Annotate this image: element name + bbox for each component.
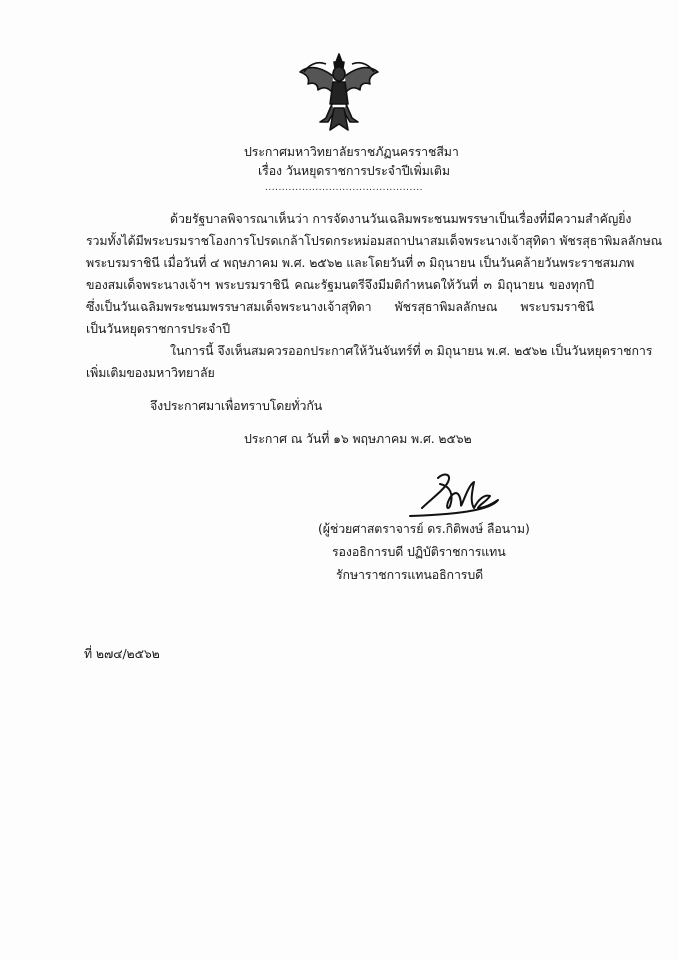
announcement-date: ประกาศ ณ วันที่ ๑๖ พฤษภาคม พ.ศ. ๒๕๖๒ [244, 431, 472, 446]
signer-name: (ผู้ช่วยศาสตราจารย์ ดร.กิติพงษ์ ลือนาม) [318, 521, 530, 536]
garuda-emblem-icon [296, 52, 382, 134]
handwritten-signature [400, 464, 520, 524]
paragraph1-line: รวมทั้งได้มีพระบรมราชโองการโปรดเกล้าโปรดกระหม่อมสถาปนาสมเด็จพระนางเจ้าสุทิดา พัชรสุธาพิมลลักษณ [86, 233, 663, 248]
signer-acting-position: รักษาราชการแทนอธิการบดี [336, 567, 484, 582]
separator-dots: ............................................... [265, 183, 423, 193]
paragraph1-line: พระบรมราชินี เมื่อวันที่ ๔ พฤษภาคม พ.ศ. ๒๕๖๒ และโดยวันที่ ๓ มิถุนายน เป็นวันคล้ายวันพระราชสมภพ [86, 255, 635, 270]
paragraph1-line: เป็นวันหยุดราชการประจำปี [86, 321, 230, 336]
signer-position: รองอธิการบดี ปฏิบัติราชการแทน [332, 544, 506, 559]
paragraph2-line: เพิ่มเติมของมหาวิทยาลัย [86, 365, 215, 380]
announcement-line: จึงประกาศมาเพื่อทราบโดยทั่วกัน [150, 398, 323, 413]
paragraph1-line: ด้วยรัฐบาลพิจารณาเห็นว่า การจัดงานวันเฉลิมพระชนมพรรษาเป็นเรื่องที่มีความสำคัญยิ่ง [170, 211, 632, 226]
subject-line: เรื่อง วันหยุดราชการประจำปีเพิ่มเติม [258, 163, 450, 178]
paragraph1-line: ซึ่งเป็นวันเฉลิมพระชนมพรรษาสมเด็จพระนางเจ้าสุทิดา พัชรสุธาพิมลลักษณ พระบรมราชินี [86, 299, 594, 314]
paragraph2-line: ในการนี้ จึงเห็นสมควรออกประกาศให้วันจันทร์ที่ ๓ มิถุนายน พ.ศ. ๒๕๖๒ เป็นวันหยุดราชการ [170, 343, 653, 358]
organization-title: ประกาศมหาวิทยาลัยราชภัฏนครราชสีมา [244, 144, 459, 159]
reference-number: ที่ ๒๗๔/๒๕๖๒ [84, 646, 160, 661]
paragraph1-line: ของสมเด็จพระนางเจ้าฯ พระบรมราชินี คณะรัฐมนตรีจึงมีมติกำหนดให้วันที่ ๓ มิถุนายน ของทุกปี [86, 277, 594, 292]
